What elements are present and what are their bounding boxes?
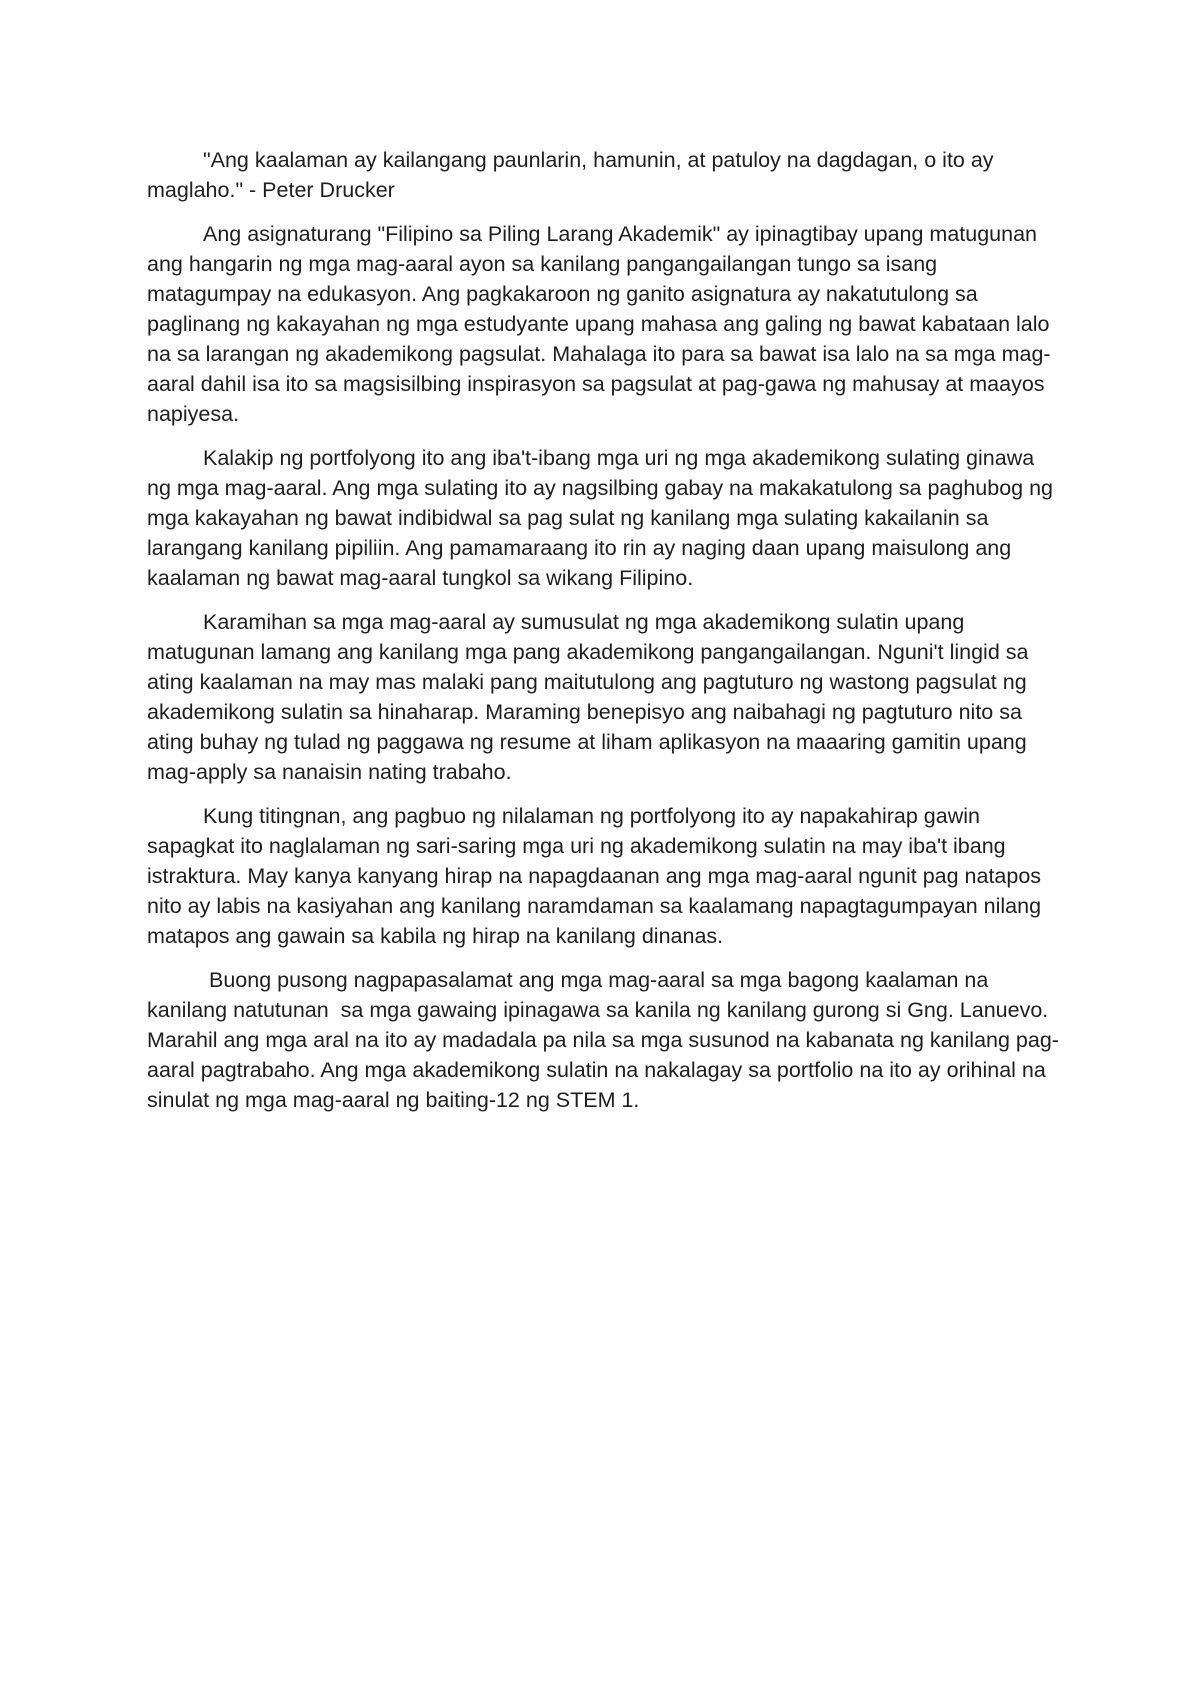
body-paragraph-4: Kung titingnan, ang pagbuo ng nilalaman ng portfolyong ito ay napakahirap gawin sapagkat ito naglalaman ng sari-saring mga uri ng akademikong sulatin na may iba't ibang istraktura. May kanya kanyang hirap na napagdaanan ang mga mag-aaral ngunit pag natapos nito ay labis na kasiyahan ang kanilang naramdaman sa kaalamang napagtagumpayan nilang matapos ang gawain sa kabila ng hirap na kanilang dinanas.	[147, 804, 1042, 948]
body-paragraph-5: Buong pusong nagpapasalamat ang mga mag-aaral sa mga bagong kaalaman na kanilang natutunan sa mga gawaing ipinagawa sa kanila ng kanilang gurong si Gng. Lanuevo. Marahil ang mga aral na ito ay madadala pa nila sa mga susunod na kabanata ng kanilang pag-aaral pagtrabaho. Ang mga akademikong sulatin na nakalagay sa portfolio na ito ay orihinal na sinulat ng mga mag-aaral ng baiting-12 ng STEM 1.	[147, 968, 1059, 1112]
document-body	[147, 145, 1062, 1129]
body-paragraph-3: Karamihan sa mga mag-aaral ay sumusulat ng mga akademikong sulatin upang matugunan lamang ang kanilang mga pang akademikong pangangailangan. Nguni't lingid sa ating kaalaman na may mas malaki pang maitutulong ang pagtuturo ng wastong pagsulat ng akademikong sulatin sa hinaharap. Maraming benepisyo ang naibahagi ng pagtuturo nito sa ating buhay ng tulad ng paggawa ng resume at liham aplikasyon na maaaring gamitin upang mag-apply sa nanaisin nating trabaho.	[147, 610, 1029, 784]
quote-paragraph: "Ang kaalaman ay kailangang paunlarin, hamunin, at patuloy na dagdagan, o ito ay maglaho." - Peter Drucker	[147, 148, 994, 202]
body-paragraph-2: Kalakip ng portfolyong ito ang iba't-ibang mga uri ng mga akademikong sulating ginawa ng mga mag-aaral. Ang mga sulating ito ay nagsilbing gabay na makakatulong sa paghubog ng mga kakayahan ng bawat indibidwal sa pag sulat ng kanilang mga sulating kakailanin sa larangang kanilang pipiliin. Ang pamamaraang ito rin ay naging daan upang maisulong ang kaalaman ng bawat mag-aaral tungkol sa wikang Filipino.	[147, 446, 1054, 590]
body-paragraph-1: Ang asignaturang "Filipino sa Piling Larang Akademik" ay ipinagtibay upang matugunan ang hangarin ng mga mag-aaral ayon sa kanilang pangangailangan tungo sa isang matagumpay na edukasyon. Ang pagkakaroon ng ganito asignatura ay nakatutulong sa paglinang ng kakayahan ng mga estudyante upang mahasa ang galing ng bawat kabataan lalo na sa larangan ng akademikong pagsulat. Mahalaga ito para sa bawat isa lalo na sa mga mag-aaral dahil isa ito sa magsisilbing inspirasyon sa pagsulat at pag-gawa ng mahusay at maayos napiyesa.	[147, 222, 1051, 426]
